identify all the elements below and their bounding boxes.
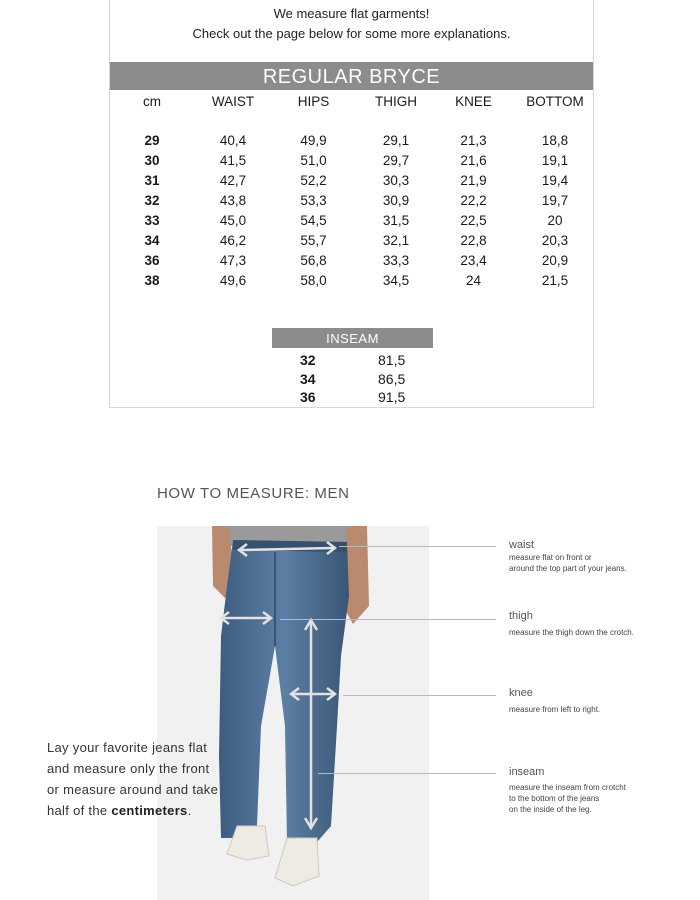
inseam-banner: INSEAM <box>272 328 433 348</box>
thigh-cell: 30,3 <box>382 173 410 188</box>
thigh-cell: 29,1 <box>382 133 410 148</box>
hips-cell: 53,3 <box>300 193 327 208</box>
knee-cell: 24 <box>465 273 482 288</box>
hips-cell: 55,7 <box>300 233 327 248</box>
centimeters-emphasis: centimeters <box>111 803 188 818</box>
intro-line-1: We measure flat garments! <box>273 6 430 21</box>
inseam-label: inseam <box>509 766 545 778</box>
chart-title-banner: REGULAR BRYCE <box>110 62 593 90</box>
size-chart-card <box>109 0 594 408</box>
thigh-cell: 34,5 <box>382 273 410 288</box>
knee-cell: 22,2 <box>460 193 487 208</box>
header-waist: WAIST <box>211 94 255 109</box>
bottom-cell: 20 <box>547 213 563 228</box>
knee-leader-line <box>343 695 496 696</box>
inseam-cm: 91,5 <box>378 389 406 405</box>
size-cell: 32 <box>144 193 160 208</box>
knee-description: measure from left to right. <box>509 705 601 714</box>
waist-cell: 41,5 <box>219 153 247 168</box>
thigh-cell: 33,3 <box>382 253 410 268</box>
thigh-cell: 29,7 <box>382 153 410 168</box>
size-cell: 34 <box>144 233 160 248</box>
bottom-cell: 18,8 <box>541 133 569 148</box>
waist-cell: 46,2 <box>219 233 247 248</box>
intro-line-2: Check out the page below for some more explanations. <box>192 26 511 41</box>
knee-cell: 23,4 <box>460 253 487 268</box>
knee-cell: 22,8 <box>460 233 487 248</box>
header-cm: cm <box>143 94 161 109</box>
header-bottom: BOTTOM <box>526 94 584 109</box>
hips-cell: 56,8 <box>300 253 327 268</box>
size-cell: 38 <box>144 273 160 288</box>
size-cell: 30 <box>144 153 160 168</box>
jeans-photo <box>157 526 429 900</box>
jeans-illustration <box>157 526 429 900</box>
knee-cell: 22,5 <box>460 213 487 228</box>
header-thigh: THIGH <box>375 94 417 109</box>
waist-leader-line <box>339 546 496 547</box>
size-cell: 33 <box>144 213 160 228</box>
hips-cell: 54,5 <box>300 213 327 228</box>
inseam-length: 36 <box>300 389 316 405</box>
thigh-cell: 31,5 <box>382 213 410 228</box>
right-shoe-shape <box>275 838 319 886</box>
hips-cell: 52,2 <box>300 173 327 188</box>
size-cell: 29 <box>144 133 160 148</box>
knee-cell: 21,9 <box>460 173 487 188</box>
hips-cell: 58,0 <box>300 273 327 288</box>
measure-instruction: Lay your favorite jeans flat and measure only the front or measure around and take half of the centimeters. <box>47 740 219 818</box>
thigh-cell: 32,1 <box>382 233 410 248</box>
inseam-leader-line <box>318 773 496 774</box>
waist-cell: 42,7 <box>219 173 247 188</box>
waist-cell: 45,0 <box>219 213 247 228</box>
hips-cell: 51,0 <box>300 153 327 168</box>
header-hips: HIPS <box>297 94 330 109</box>
thigh-description: measure the thigh down the crotch. <box>509 628 634 637</box>
inseam-cm: 81,5 <box>378 352 406 368</box>
header-knee: KNEE <box>455 94 492 109</box>
thigh-label: thigh <box>509 610 533 622</box>
bottom-cell: 20,3 <box>541 233 569 248</box>
knee-cell: 21,6 <box>460 153 487 168</box>
thigh-cell: 30,9 <box>382 193 410 208</box>
bottom-cell: 20,9 <box>541 253 569 268</box>
size-cell: 31 <box>144 173 160 188</box>
waist-cell: 43,8 <box>219 193 247 208</box>
bottom-cell: 19,4 <box>541 173 569 188</box>
inseam-description: measure the inseam from crotcht to the bottom of the jeans on the inside of the leg. <box>509 783 626 814</box>
size-cell: 36 <box>144 253 160 268</box>
knee-cell: 21,3 <box>460 133 487 148</box>
how-to-measure-title: HOW TO MEASURE: MEN <box>157 485 350 502</box>
waist-cell: 40,4 <box>219 133 247 148</box>
waist-description: measure flat on front or around the top part of your jeans. <box>509 553 627 573</box>
bottom-cell: 19,1 <box>541 153 569 168</box>
bottom-cell: 21,5 <box>541 273 569 288</box>
inseam-cm: 86,5 <box>378 371 406 387</box>
bottom-cell: 19,7 <box>541 193 569 208</box>
inseam-length: 32 <box>300 352 316 368</box>
waist-cell: 49,6 <box>219 273 247 288</box>
knee-label: knee <box>509 687 533 699</box>
waist-label: waist <box>509 539 535 551</box>
hips-cell: 49,9 <box>300 133 327 148</box>
inseam-length: 34 <box>300 371 316 387</box>
waist-cell: 47,3 <box>219 253 247 268</box>
thigh-leader-line <box>280 619 496 620</box>
